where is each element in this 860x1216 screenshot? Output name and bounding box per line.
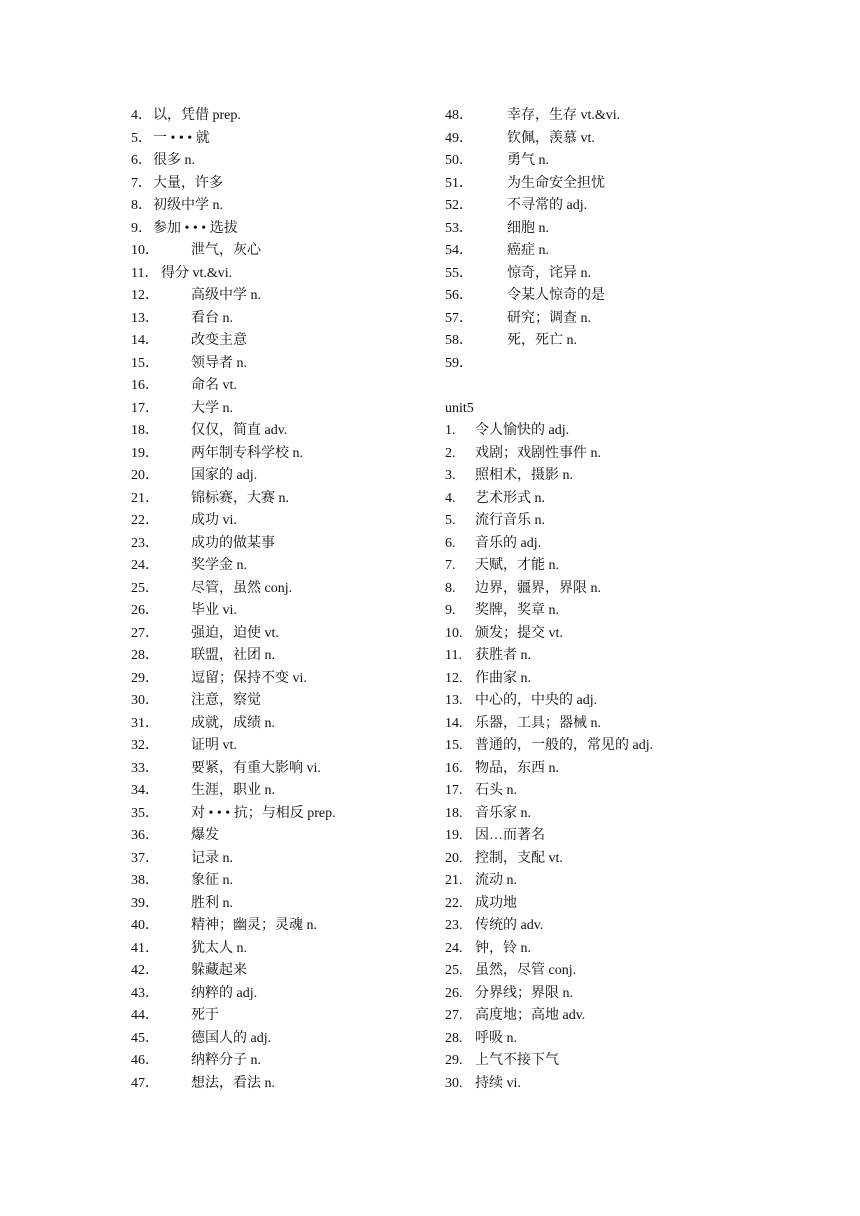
list-item xyxy=(445,690,745,713)
item-number: 6. xyxy=(445,535,456,551)
item-text: 犹太人 n. xyxy=(191,940,247,956)
list-item xyxy=(445,780,745,803)
list-item xyxy=(131,600,421,623)
list-item xyxy=(445,330,745,353)
list-item xyxy=(131,578,421,601)
list-item xyxy=(445,1028,745,1051)
item-text: 音乐的 adj. xyxy=(475,535,542,551)
item-number: 29． xyxy=(131,670,159,686)
item-number: 45． xyxy=(131,1030,159,1046)
item-number: 55． xyxy=(445,265,473,281)
item-text: 记录 n. xyxy=(191,850,233,866)
list-item xyxy=(131,128,421,151)
item-text: 胜利 n. xyxy=(191,895,233,911)
item-number: 53． xyxy=(445,220,473,236)
item-text: 生涯，职业 n. xyxy=(191,783,275,798)
item-number: 37． xyxy=(131,850,159,866)
list-item xyxy=(131,803,421,826)
list-item xyxy=(445,1050,745,1073)
item-number: 15． xyxy=(131,355,159,371)
list-item xyxy=(445,938,745,961)
item-number: 23． xyxy=(131,535,159,551)
list-item xyxy=(445,713,745,736)
list-item xyxy=(131,1005,421,1028)
item-text: 要紧，有重大影响 vi. xyxy=(191,760,321,776)
item-text: 令某人惊奇的是 xyxy=(507,288,605,303)
item-text: 细胞 n. xyxy=(507,220,549,236)
list-item xyxy=(131,735,421,758)
item-text: 中心的，中央的 adj. xyxy=(475,693,598,708)
list-item xyxy=(131,1073,421,1096)
item-number: 6． xyxy=(131,153,152,168)
item-number: 25． xyxy=(131,580,159,596)
item-text: 初级中学 n. xyxy=(153,198,223,213)
item-number: 14. xyxy=(445,715,463,731)
item-text: 艺术形式 n. xyxy=(475,490,545,506)
list-item xyxy=(445,555,745,578)
item-text: 成功 vi. xyxy=(191,513,237,528)
list-item xyxy=(445,510,745,533)
item-text: 奖学金 n. xyxy=(191,558,247,573)
item-text: 为生命安全担忧 xyxy=(507,175,605,191)
item-text: 成功的做某事 xyxy=(191,535,275,551)
list-item xyxy=(445,758,745,781)
list-item xyxy=(131,825,421,848)
list-item xyxy=(131,240,421,263)
item-text: 参加 • • • 选拔 xyxy=(153,220,238,236)
item-number: 19． xyxy=(131,445,159,461)
list-item xyxy=(445,803,745,826)
item-number: 8． xyxy=(131,198,152,213)
list-item xyxy=(131,645,421,668)
list-item xyxy=(445,1005,745,1028)
item-number: 22. xyxy=(445,895,463,911)
item-number: 4． xyxy=(131,108,152,123)
list-item xyxy=(131,1050,421,1073)
item-text: 天赋，才能 n. xyxy=(475,558,559,573)
item-number: 44． xyxy=(131,1008,159,1023)
list-item xyxy=(131,555,421,578)
item-text: 纳粹的 adj. xyxy=(191,985,258,1001)
item-text: 虽然，尽管 conj. xyxy=(475,963,577,978)
item-text: 戏剧；戏剧性事件 n. xyxy=(475,445,601,461)
list-item xyxy=(445,443,745,466)
item-number: 12. xyxy=(445,670,463,686)
item-number: 16． xyxy=(131,378,159,393)
item-text: 改变主意 xyxy=(191,333,247,348)
item-number: 34． xyxy=(131,783,159,798)
list-item xyxy=(445,195,745,218)
item-text: 德国人的 adj. xyxy=(191,1030,272,1046)
list-item xyxy=(445,915,745,938)
item-number: 40． xyxy=(131,918,159,933)
item-text: 两年制专科学校 n. xyxy=(191,445,303,461)
item-number: 51． xyxy=(445,175,473,191)
item-number: 18． xyxy=(131,423,159,438)
item-number: 20. xyxy=(445,850,463,866)
item-number: 30． xyxy=(131,693,159,708)
item-text: 一 • • • 就 xyxy=(153,130,210,146)
item-number: 46． xyxy=(131,1053,159,1068)
item-text: 毕业 vi. xyxy=(191,603,237,618)
item-text: 音乐家 n. xyxy=(475,805,531,821)
list-item xyxy=(131,195,421,218)
list-item xyxy=(445,623,745,646)
item-text: 逗留；保持不变 vi. xyxy=(191,670,307,686)
item-number: 52． xyxy=(445,198,473,213)
list-item xyxy=(131,533,421,556)
list-item xyxy=(445,578,745,601)
item-text: 边界，疆界，界限 n. xyxy=(475,580,601,596)
item-number: 48． xyxy=(445,108,473,123)
list-item xyxy=(131,623,421,646)
list-item xyxy=(445,105,745,128)
list-item xyxy=(445,465,745,488)
list-item xyxy=(131,893,421,916)
item-text: 乐器，工具；器械 n. xyxy=(475,715,601,731)
list-item xyxy=(445,960,745,983)
list-item xyxy=(445,668,745,691)
item-number: 5. xyxy=(445,513,456,528)
list-item xyxy=(131,465,421,488)
item-text: 很多 n. xyxy=(153,153,195,168)
item-number: 54． xyxy=(445,243,473,258)
list-item xyxy=(131,105,421,128)
item-number: 26． xyxy=(131,603,159,618)
item-text: 因…而著名 xyxy=(475,828,545,843)
item-number: 47． xyxy=(131,1075,159,1091)
list-item xyxy=(445,848,745,871)
item-number: 24. xyxy=(445,940,463,956)
list-item xyxy=(445,825,745,848)
item-text: 流行音乐 n. xyxy=(475,513,545,528)
list-item xyxy=(445,420,745,443)
item-number: 12． xyxy=(131,288,159,303)
item-number: 58． xyxy=(445,333,473,348)
list-item xyxy=(445,263,745,286)
item-text: 得分 vt.&vi. xyxy=(161,265,233,281)
item-number: 56． xyxy=(445,288,473,303)
item-number: 17． xyxy=(131,400,159,416)
item-number: 14． xyxy=(131,333,159,348)
item-text: 不寻常的 adj. xyxy=(507,198,588,213)
list-item xyxy=(131,375,421,398)
list-item xyxy=(131,150,421,173)
item-text: 研究；调查 n. xyxy=(507,310,591,326)
item-text: 惊奇，诧异 n. xyxy=(507,265,591,281)
list-item xyxy=(131,668,421,691)
list-item xyxy=(131,510,421,533)
item-number: 30. xyxy=(445,1075,463,1091)
item-number: 20． xyxy=(131,468,159,483)
item-number: 7． xyxy=(131,175,152,191)
item-text: 成功地 xyxy=(475,895,517,911)
list-item xyxy=(131,263,421,286)
list-item xyxy=(131,938,421,961)
item-text: 想法，看法 n. xyxy=(191,1075,275,1091)
item-number: 36． xyxy=(131,828,159,843)
item-number: 9. xyxy=(445,603,456,618)
list-item xyxy=(131,1028,421,1051)
item-number: 57． xyxy=(445,310,473,326)
item-text: 看台 n. xyxy=(191,310,233,326)
item-number: 17. xyxy=(445,783,463,798)
item-number: 22． xyxy=(131,513,159,528)
item-number: 15. xyxy=(445,738,463,753)
item-text: 死，死亡 n. xyxy=(507,333,577,348)
item-text: 象征 n. xyxy=(191,873,233,888)
item-text: 上气不接下气 xyxy=(475,1053,559,1068)
right-top-list xyxy=(445,105,745,375)
list-item xyxy=(445,870,745,893)
item-number: 11． xyxy=(131,265,159,281)
list-item xyxy=(445,600,745,623)
item-number: 26. xyxy=(445,985,463,1001)
list-item xyxy=(445,150,745,173)
item-number: 11. xyxy=(445,648,462,663)
item-text: 奖牌，奖章 n. xyxy=(475,603,559,618)
list-item xyxy=(445,645,745,668)
item-number: 27. xyxy=(445,1008,463,1023)
item-number: 9． xyxy=(131,220,152,236)
item-text: 大量，许多 xyxy=(153,175,223,191)
item-text: 钦佩，羡慕 vt. xyxy=(507,130,595,146)
item-number: 32． xyxy=(131,738,159,753)
list-item xyxy=(131,330,421,353)
item-text: 高度地；高地 adv. xyxy=(475,1008,586,1023)
item-text: 爆发 xyxy=(191,828,219,843)
item-text: 普通的，一般的，常见的 adj. xyxy=(475,738,654,753)
item-text: 流动 n. xyxy=(475,873,517,888)
list-item xyxy=(445,893,745,916)
item-number: 28． xyxy=(131,648,159,663)
item-number: 41． xyxy=(131,940,159,956)
item-text: 幸存，生存 vt.&vi. xyxy=(507,108,621,123)
item-text: 令人愉快的 adj. xyxy=(475,423,570,438)
list-item xyxy=(445,533,745,556)
item-number: 21. xyxy=(445,873,463,888)
list-item xyxy=(131,420,421,443)
item-text: 泄气，灰心 xyxy=(191,243,261,258)
item-text: 国家的 adj. xyxy=(191,468,258,483)
item-text: 死于 xyxy=(191,1008,219,1023)
item-number: 59． xyxy=(445,355,473,371)
item-number: 43． xyxy=(131,985,159,1001)
item-number: 49． xyxy=(445,130,473,146)
item-number: 31． xyxy=(131,715,159,731)
list-item xyxy=(131,960,421,983)
item-number: 21． xyxy=(131,490,159,506)
item-text: 大学 n. xyxy=(191,400,233,416)
list-item xyxy=(445,240,745,263)
blank-line xyxy=(445,375,745,398)
list-item xyxy=(131,758,421,781)
item-text: 颁发；提交 vt. xyxy=(475,625,563,641)
item-text: 对 • • • 抗；与相反 prep. xyxy=(191,805,336,821)
item-text: 注意，察觉 xyxy=(191,693,261,708)
item-text: 锦标赛，大赛 n. xyxy=(191,490,289,506)
item-text: 作曲家 n. xyxy=(475,670,531,686)
list-item xyxy=(445,285,745,308)
item-number: 24． xyxy=(131,558,159,573)
item-number: 39． xyxy=(131,895,159,911)
item-text: 领导者 n. xyxy=(191,355,247,371)
list-item xyxy=(445,488,745,511)
list-item xyxy=(131,218,421,241)
item-number: 38． xyxy=(131,873,159,888)
item-number: 4. xyxy=(445,490,456,506)
list-item xyxy=(131,848,421,871)
item-number: 23. xyxy=(445,918,463,933)
list-item xyxy=(131,285,421,308)
item-text: 控制，支配 vt. xyxy=(475,850,563,866)
list-item xyxy=(131,713,421,736)
item-text: 躲藏起来 xyxy=(191,963,247,978)
list-item xyxy=(131,915,421,938)
list-item xyxy=(445,173,745,196)
item-number: 33． xyxy=(131,760,159,776)
list-item xyxy=(131,398,421,421)
item-text: 尽管，虽然 conj. xyxy=(191,580,293,596)
item-text: 高级中学 n. xyxy=(191,288,261,303)
unit5-list xyxy=(445,420,745,1095)
item-text: 分界线；界限 n. xyxy=(475,985,573,1001)
item-number: 16. xyxy=(445,760,463,776)
item-number: 35． xyxy=(131,805,159,821)
item-text: 持续 vi. xyxy=(475,1075,521,1091)
list-item xyxy=(131,983,421,1006)
item-number: 29. xyxy=(445,1053,463,1068)
item-number: 27． xyxy=(131,625,159,641)
item-number: 28. xyxy=(445,1030,463,1046)
item-text: 命名 vt. xyxy=(191,378,237,393)
list-item xyxy=(131,443,421,466)
list-item xyxy=(445,353,745,376)
item-text: 传统的 adv. xyxy=(475,918,544,933)
list-item xyxy=(131,870,421,893)
item-number: 3. xyxy=(445,468,456,483)
item-text: 精神；幽灵；灵魂 n. xyxy=(191,918,317,933)
item-text: 以，凭借 prep. xyxy=(153,108,241,123)
list-item xyxy=(445,128,745,151)
item-number: 1. xyxy=(445,423,456,438)
list-item xyxy=(445,308,745,331)
item-number: 8. xyxy=(445,580,456,596)
item-text: 证明 vt. xyxy=(191,738,237,753)
item-number: 42． xyxy=(131,963,159,978)
item-number: 19. xyxy=(445,828,463,843)
item-number: 13. xyxy=(445,693,463,708)
item-number: 5． xyxy=(131,130,152,146)
item-number: 50． xyxy=(445,153,473,168)
list-item xyxy=(131,173,421,196)
item-number: 13． xyxy=(131,310,159,326)
list-item xyxy=(445,218,745,241)
unit-heading: unit5 xyxy=(445,400,474,416)
left-column xyxy=(131,105,421,1095)
item-number: 18. xyxy=(445,805,463,821)
list-item xyxy=(131,488,421,511)
list-item xyxy=(131,780,421,803)
list-item xyxy=(445,983,745,1006)
item-text: 强迫，迫使 vt. xyxy=(191,625,279,641)
item-text: 成就，成绩 n. xyxy=(191,715,275,731)
item-number: 10． xyxy=(131,243,159,258)
list-item xyxy=(131,690,421,713)
item-text: 呼吸 n. xyxy=(475,1030,517,1046)
item-number: 2. xyxy=(445,445,456,461)
list-item xyxy=(445,1073,745,1096)
item-text: 石头 n. xyxy=(475,783,517,798)
item-number: 10. xyxy=(445,625,463,641)
item-text: 纳粹分子 n. xyxy=(191,1053,261,1068)
item-text: 仅仅，简直 adv. xyxy=(191,423,288,438)
right-column xyxy=(445,105,745,1095)
list-item xyxy=(445,735,745,758)
item-number: 7. xyxy=(445,558,456,573)
item-text: 勇气 n. xyxy=(507,153,549,168)
list-item xyxy=(131,353,421,376)
list-item xyxy=(131,308,421,331)
item-text: 获胜者 n. xyxy=(475,648,531,663)
item-text: 联盟，社团 n. xyxy=(191,648,275,663)
item-text: 钟，铃 n. xyxy=(475,940,531,956)
item-text: 照相术，摄影 n. xyxy=(475,468,573,483)
item-text: 物品，东西 n. xyxy=(475,760,559,776)
item-text: 癌症 n. xyxy=(507,243,549,258)
item-number: 25. xyxy=(445,963,463,978)
